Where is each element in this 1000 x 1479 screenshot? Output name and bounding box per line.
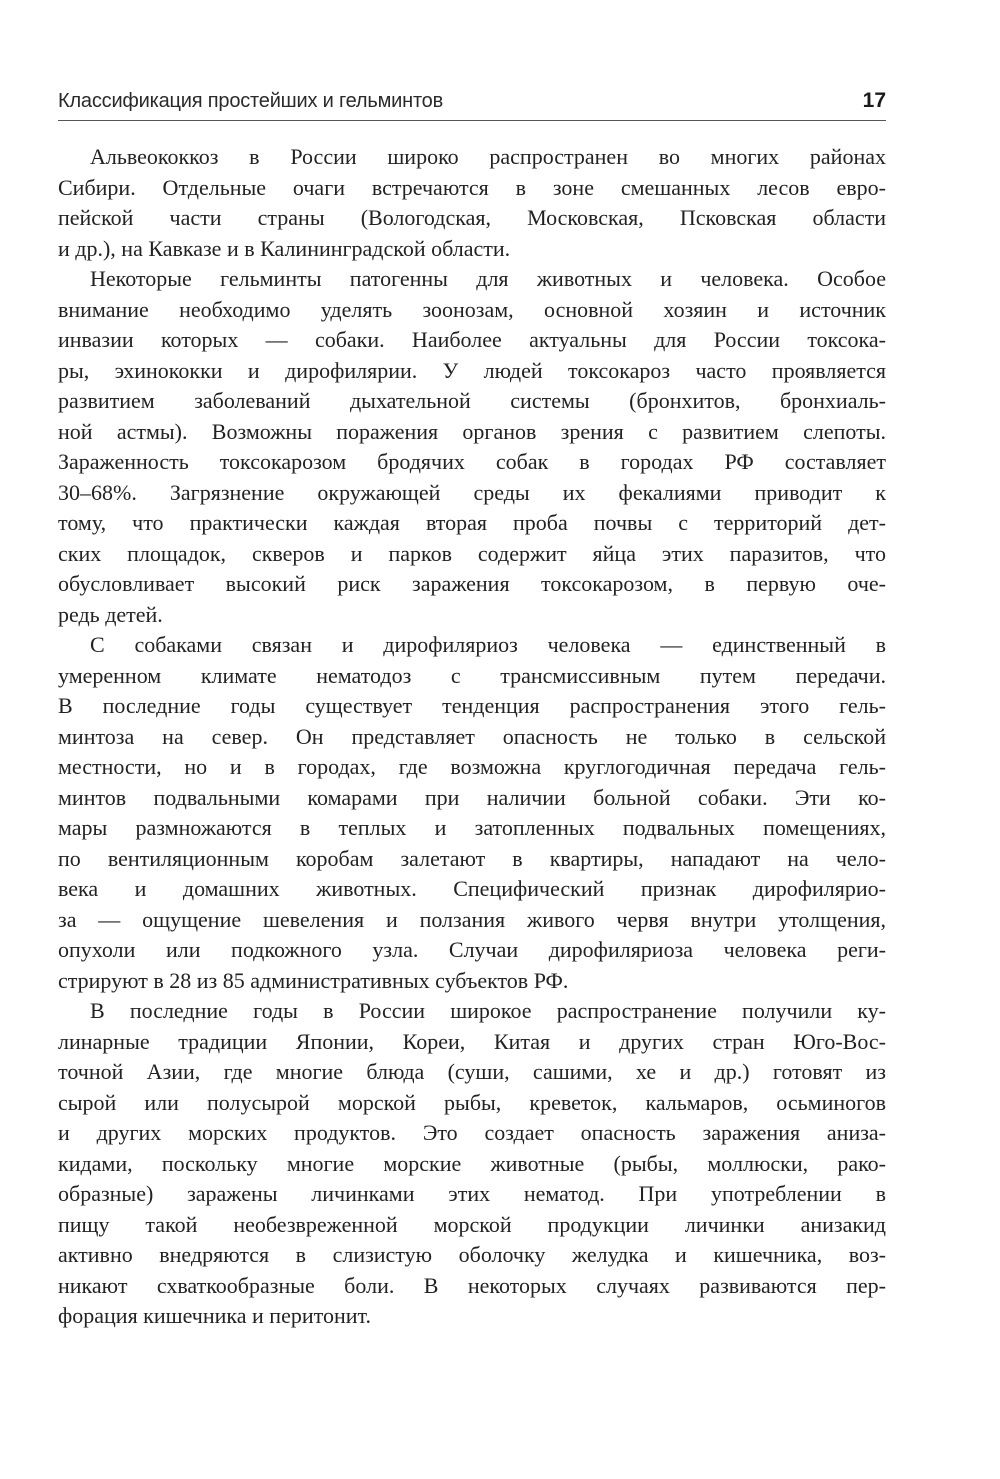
text-line: Альвеококкоз в России широко распространен во многих районах <box>90 144 886 169</box>
text-line: за — ощущение шевеления и ползания живого червя внутри утолщения, <box>58 906 886 932</box>
text-line: Некоторые гельминты патогенны для животных и человека. Особое <box>90 266 886 291</box>
text-line: по вентиляционным коробам залетают в квартиры, нападают на чело- <box>58 845 886 871</box>
text-line: образные) заражены личинками этих нематод. При употреблении в <box>58 1181 886 1206</box>
text-line: сырой или полусырой морской рыбы, креветок, кальмаров, осьминогов <box>58 1089 886 1115</box>
text-line: минтоза на север. Он представляет опасность не только в сельской <box>58 723 886 749</box>
text-line: пейской части страны (Вологодская, Московская, Псковская области <box>58 205 886 230</box>
text-line: точной Азии, где многие блюда (суши, сашими, хе и др.) готовят из <box>58 1059 886 1084</box>
text-line: опухоли или подкожного узла. Случаи дирофиляриоза человека реги- <box>58 937 886 962</box>
paragraph <box>58 142 886 264</box>
text-line: Зараженность токсокарозом бродячих собак в городах РФ составляет <box>58 449 886 474</box>
text-line: умеренном климате нематодоз с трансмиссивным путем передачи. <box>58 662 886 688</box>
text-line: 30–68%. Загрязнение окружающей среды их фекалиями приводит к <box>58 479 886 505</box>
text-line: линарные традиции Японии, Кореи, Китая и других стран Юго-Вос- <box>58 1028 886 1054</box>
text-line: и др.), на Кавказе и в Калининградской области. <box>58 235 511 261</box>
text-line: ских площадок, скверов и парков содержит яйца этих паразитов, что <box>58 540 886 566</box>
paragraph <box>58 264 886 630</box>
text-line: редь детей. <box>58 601 163 627</box>
text-line: В последние годы существует тенденция распространения этого гель- <box>58 693 886 718</box>
text-line: стрируют в 28 из 85 административных субъектов РФ. <box>58 967 569 993</box>
text-line: мары размножаются в теплых и затопленных подвальных помещениях, <box>58 815 886 840</box>
running-title: Классификация простейших и гельминтов <box>58 90 444 112</box>
text-line: и других морских продуктов. Это создает опасность заражения аниза- <box>58 1120 886 1145</box>
text-line: В последние годы в России широкое распространение получили ку- <box>90 998 886 1023</box>
text-line: века и домашних животных. Специфический признак дирофиляриo- <box>58 876 886 901</box>
text-line: тому, что практически каждая вторая проба почвы с территорий дет- <box>58 510 886 535</box>
text-line: никают схваткообразные боли. В некоторых случаях развиваются пер- <box>58 1272 886 1298</box>
text-line: ной астмы). Возможны поражения органов зрения с развитием слепоты. <box>58 418 886 444</box>
text-line: пищу такой необезвреженной морской продукции личинки анизакид <box>58 1211 886 1237</box>
text-line: минтов подвальными комарами при наличии больной собаки. Эти ко- <box>58 784 886 810</box>
text-line: местности, но и в городах, где возможна круглогодичная передача гель- <box>58 754 886 779</box>
text-line: С собаками связан и дирофиляриоз человека — единственный в <box>90 632 886 657</box>
text-line: внимание необходимо уделять зоонозам, основной хозяин и источник <box>58 296 886 322</box>
page-number: 17 <box>862 89 886 112</box>
text-line: инвазии которых — собаки. Наиболее актуальны для России токсока- <box>58 327 886 352</box>
text-line: форация кишечника и перитонит. <box>58 1303 371 1328</box>
text-line: активно внедряются в слизистую оболочку желудка и кишечника, воз- <box>58 1242 886 1267</box>
text-line: обусловливает высокий риск заражения токсокарозом, в первую оче- <box>58 571 886 596</box>
paragraph <box>58 996 886 1332</box>
text-line: кидами, поскольку многие морские животные (рыбы, моллюски, рако- <box>58 1150 886 1176</box>
body-text <box>58 142 886 1332</box>
text-line: Сибири. Отдельные очаги встречаются в зоне смешанных лесов евро- <box>58 174 886 200</box>
text-line: развитием заболеваний дыхательной системы (бронхитов, бронхиаль- <box>58 388 886 413</box>
running-head <box>58 88 886 121</box>
paragraph <box>58 630 886 996</box>
text-line: ры, эхинококки и дирофилярии. У людей токсокароз часто проявляется <box>58 357 886 383</box>
